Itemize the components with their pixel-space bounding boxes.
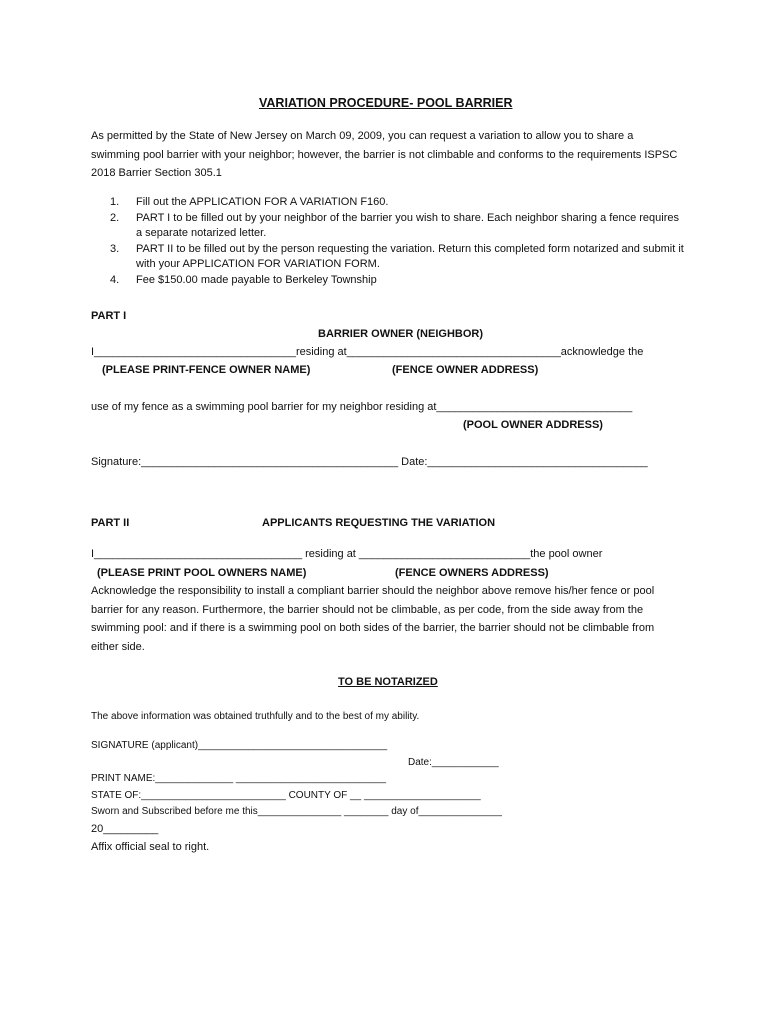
list-item: 3. PART II to be filled out by the person requesting the variation. Return this completed form notarized and submit it with your APPLICATION FOR VARIATION FORM. <box>110 242 684 270</box>
part1-pool-line: use of my fence as a swimming pool barrier for my neighbor residing at________________________________ <box>91 401 633 413</box>
notary-date-line: Date:____________ <box>408 757 499 768</box>
part2-body: Acknowledge the responsibility to install a compliant barrier should the neighbor above remove his/her fence or pool barrier for any reason. Furthermore, the barrier should not be climbable, as per code, from the side away from the swimming pool: and if there is a swimming pool on both sides of the barrier, the barrier should not be climbable from either side. <box>91 585 655 653</box>
steps-list <box>110 195 685 288</box>
part1-pool-caption: (POOL OWNER ADDRESS) <box>463 419 603 431</box>
part1-owner-line: I_________________________________residing at___________________________________acknowledge the <box>91 346 644 358</box>
page-title: VARIATION PROCEDURE- POOL BARRIER <box>259 96 513 110</box>
seal-instruction: Affix official seal to right. <box>91 841 210 853</box>
notary-heading: TO BE NOTARIZED <box>338 676 438 688</box>
part1-heading: PART I <box>91 310 127 322</box>
sworn-line: Sworn and Subscribed before me this_______________ ________ day of_______________ <box>91 806 502 817</box>
part1-signature-line: Signature:__________________________________________ Date:____________________________________ <box>91 456 648 468</box>
part2-subheading: APPLICANTS REQUESTING THE VARIATION <box>262 517 496 529</box>
notary-statement: The above information was obtained truthfully and to the best of my ability. <box>91 711 420 722</box>
part1-subheading: BARRIER OWNER (NEIGHBOR) <box>318 328 483 340</box>
list-item: 2. PART I to be filled out by your neighbor of the barrier you wish to share. Each neighbor sharing a fence requires a separate notarized letter. <box>110 211 679 239</box>
part1-address-caption: (FENCE OWNER ADDRESS) <box>392 364 539 376</box>
list-item: 1. Fill out the APPLICATION FOR A VARIATION F160. <box>110 196 389 208</box>
applicant-signature-line: SIGNATURE (applicant)__________________________________ <box>91 740 388 751</box>
year-line: 20_________ <box>91 823 159 835</box>
intro-paragraph: As permitted by the State of New Jersey on March 09, 2009, you can request a variation to allow you to share a swimming pool barrier with your neighbor; however, the barrier is not climbable and conforms to the requirements ISPSC 2018 Barrier Section 305.1 <box>91 130 678 179</box>
state-county-line: STATE OF:__________________________ COUNTY OF __ _____________________ <box>91 790 481 801</box>
part2-heading: PART II <box>91 517 130 529</box>
part1-name-caption: (PLEASE PRINT-FENCE OWNER NAME) <box>102 364 311 376</box>
part2-address-caption: (FENCE OWNERS ADDRESS) <box>395 567 549 579</box>
part2-owner-line: I__________________________________ residing at ____________________________the pool owner <box>91 548 603 560</box>
print-name-line: PRINT NAME:______________ ___________________________ <box>91 773 387 784</box>
list-item: 4. Fee $150.00 made payable to Berkeley Township <box>110 273 377 286</box>
part2-name-caption: (PLEASE PRINT POOL OWNERS NAME) <box>97 567 307 579</box>
